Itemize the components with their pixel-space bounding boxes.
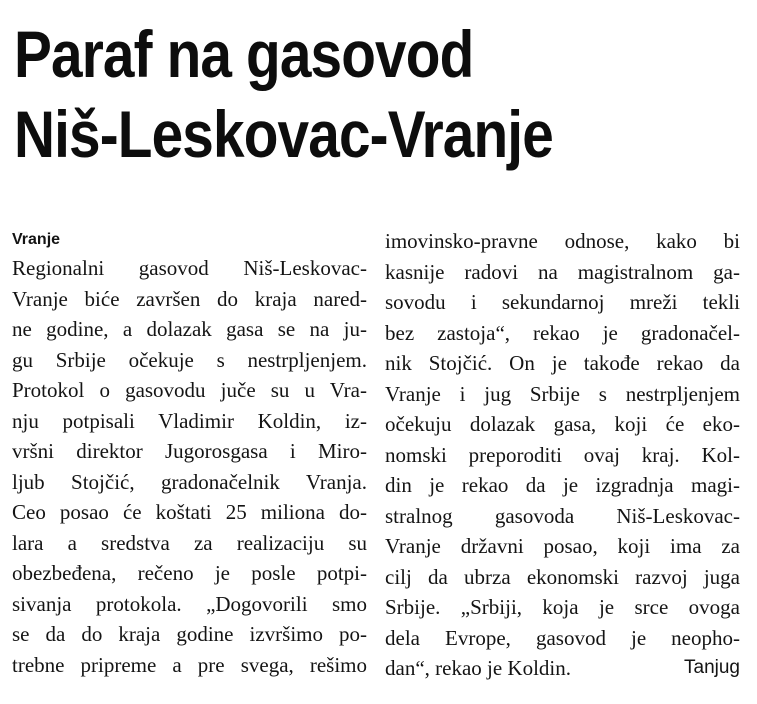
body-line: stralnog gasovoda Niš-Leskovac- xyxy=(385,503,740,528)
body-line: obezbeđena, rečeno je posle potpi- xyxy=(12,561,367,585)
body-line: dela Evrope, gasovod je neopho- xyxy=(385,625,740,650)
body-line: Regionalni gasovod Niš-Leskovac- xyxy=(12,256,367,280)
body-line: Vranje državni posao, koji ima za xyxy=(385,534,740,558)
headline-line-2: Niš-Leskovac-Vranje xyxy=(14,97,553,171)
body-line: imovinsko-pravne odnose, kako bi xyxy=(385,229,740,253)
body-line: se da do kraja godine izvršimo po- xyxy=(12,622,367,646)
article-headline xyxy=(14,14,642,174)
body-line: ljub Stojčić, gradonačelnik Vranja. xyxy=(12,469,367,494)
headline-line-1: Paraf na gasovod xyxy=(14,17,474,91)
body-line: Vranje biće završen do kraja nared- xyxy=(12,286,367,311)
body-line-last: dan“, rekao je Koldin. xyxy=(385,656,572,680)
body-line: vršni direktor Jugorosgasa i Miro- xyxy=(12,439,367,463)
body-line: trebne pripreme a pre svega, rešimo xyxy=(12,652,367,677)
body-line: sivanja protokola. „Dogovorili smo xyxy=(12,591,367,616)
body-line: Srbije. „Srbiji, koja je srce ovoga xyxy=(385,595,740,619)
body-line: lara a sredstva za realizaciju su xyxy=(12,530,367,555)
body-line: nik Stojčić. On je takođe rekao da xyxy=(385,351,740,375)
body-line: nomski preporoditi ovaj kraj. Kol- xyxy=(385,442,740,467)
body-line: očekuju dolazak gasa, koji će eko- xyxy=(385,412,740,436)
body-line: din je rekao da je izgradnja magi- xyxy=(385,473,740,497)
closing-line xyxy=(385,653,740,684)
article-column-right xyxy=(385,226,740,684)
body-line: cilj da ubrza ekonomski razvoj juga xyxy=(385,564,740,589)
body-line: Protokol o gasovodu juče su u Vra- xyxy=(12,378,367,402)
body-line: sovodu i sekundarnoj mreži tekli xyxy=(385,290,740,314)
body-line: gu Srbije očekuje s nestrpljenjem. xyxy=(12,347,367,372)
body-line: Vranje i jug Srbije s nestrpljenjem xyxy=(385,381,740,406)
body-line: bez zastoja“, rekao je gradonačel- xyxy=(385,320,740,345)
agency-signature: Tanjug xyxy=(684,657,740,678)
dateline: Vranje xyxy=(12,231,61,248)
article-column-left xyxy=(12,226,367,680)
body-line: Ceo posao će koštati 25 miliona do- xyxy=(12,500,367,524)
body-line: nju potpisali Vladimir Koldin, iz- xyxy=(12,408,367,433)
body-line: ne godine, a dolazak gasa se na ju- xyxy=(12,317,367,341)
body-line: kasnije radovi na magistralnom ga- xyxy=(385,259,740,284)
